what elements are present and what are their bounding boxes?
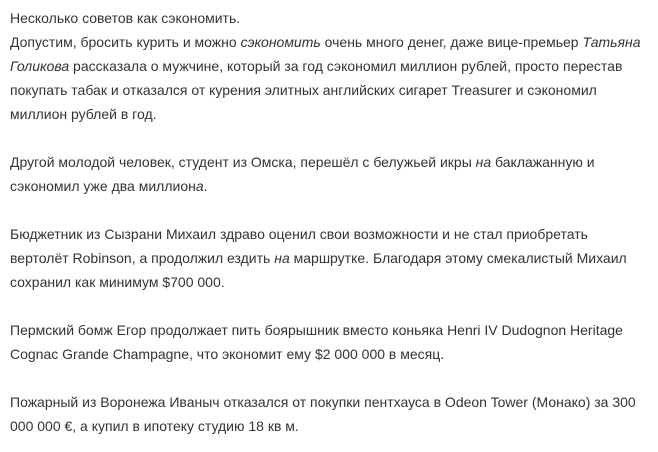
paragraph-intro xyxy=(10,6,650,126)
emphasis-text: на xyxy=(274,250,290,266)
paragraph-student xyxy=(10,150,650,198)
paragraph-text: Пермский бомж Егор продолжает пить боярышник вместо коньяка Henri IV Dudognon Heritage Cognac Grande Champagne, что экономит ему $2 000 000 в месяц. xyxy=(10,322,623,362)
paragraph-text: рассказала о мужчине, который за год сэкономил миллион рублей, просто перестав покупать табак и отказался от курения элитных английских сигарет Treasurer и сэкономил миллион рублей в год. xyxy=(10,58,623,122)
post-title: Несколько советов как сэкономить. xyxy=(10,10,241,26)
paragraph-text: Бюджетник из Сызрани Михаил здраво оценил свои возможности и не стал приобретать вертолёт Robinson, а продолжил ездить xyxy=(10,226,588,266)
emphasis-text: а xyxy=(195,178,204,194)
paragraph-mikhail xyxy=(10,222,650,294)
paragraph-text: . xyxy=(203,178,208,194)
paragraph-text: Допустим, бросить курить и можно xyxy=(10,34,241,50)
paragraph-text: Пожарный из Воронежа Иваныч отказался от покупки пентхауса в Odeon Tower (Монако) за 300 000 000 €, а купил в ипотеку студию 18 кв м. xyxy=(10,394,636,434)
emphasis-name: Татьяна Голикова xyxy=(10,34,641,74)
paragraph-text: маршрутке. Благодаря этому смекалистый Михаил сохранил как минимум $700 000. xyxy=(10,250,627,290)
paragraph-text: баклажанную и сэкономил уже два миллион xyxy=(10,154,595,194)
paragraph-ivanych xyxy=(10,390,650,438)
paragraph-text: Другой молодой человек, студент из Омска, перешёл с белужьей икры xyxy=(10,154,476,170)
paragraph-egor xyxy=(10,318,650,366)
paragraph-text: очень много денег, даже вице-премьер xyxy=(320,34,583,50)
emphasis-text: на xyxy=(475,154,492,170)
emphasis-text: сэкономить xyxy=(240,34,321,50)
